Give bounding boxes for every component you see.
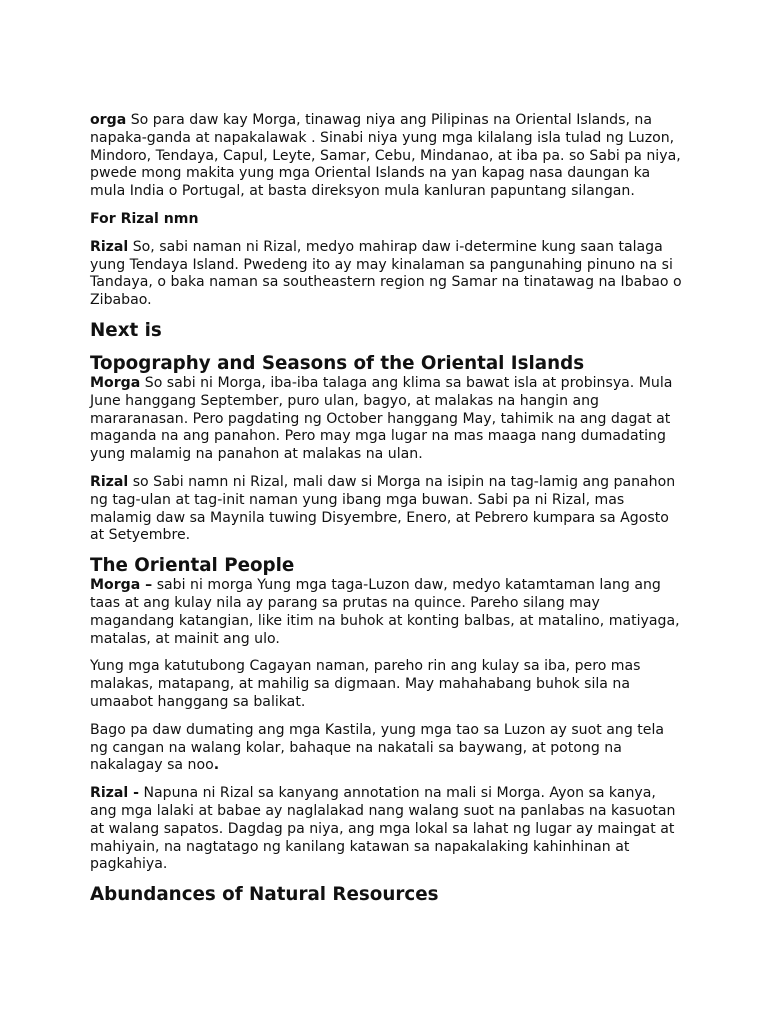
paragraph-cagayan-natives bbox=[90, 658, 685, 711]
paragraph-text: so Sabi namn ni Rizal, mali daw si Morga na isipin na tag-lamig ang panahon ng tag-ulan at tag-init naman yung ibang mga buwan. Sabi pa ni Rizal, mas malamig daw sa Maynila tuwing Disyembre, Enero, at Pebrero kumpara sa Agosto at Setyembre. bbox=[90, 473, 676, 544]
speaker-label: Morga – bbox=[90, 577, 153, 594]
paragraph-morga-oriental-islands bbox=[90, 112, 685, 201]
paragraph-text: sabi ni morga Yung mga taga-Luzon daw, medyo katamtaman lang ang taas at ang kulay nila ay parang sa prutas na quince. Pareho silang may magandang katangian, like itim na buhok at konting balbas, at matalino, matiyaga, matalas, at mainit ang ulo. bbox=[90, 577, 680, 647]
paragraph-rizal-climate bbox=[90, 474, 685, 545]
paragraph-text: So, sabi naman ni Rizal, medyo mahirap daw i-determine kung saan talaga yung Tendaya Island. Pwedeng ito ay may kinalaman sa pangunahing pinuno na si Tandaya, o baka naman sa southeastern region ng Samar na tinatawag na Ibabao o Zibabao. bbox=[90, 238, 682, 309]
document-page bbox=[90, 112, 685, 906]
heading-topography: Topography and Seasons of the Oriental Islands bbox=[90, 352, 585, 374]
paragraph-text: Yung mga katutubong Cagayan naman, pareho rin ang kulay sa iba, pero mas malakas, matapang, at mahilig sa digmaan. May mahahabang buhok sila na umaabot hanggang sa balikat. bbox=[90, 658, 641, 710]
heading-natural-resources: Abundances of Natural Resources bbox=[90, 884, 439, 906]
subheading-for-rizal bbox=[90, 211, 685, 229]
paragraph-morga-climate bbox=[90, 375, 685, 464]
speaker-label: Rizal - bbox=[90, 785, 139, 802]
bold-period: . bbox=[213, 757, 220, 774]
heading-oriental-people: The Oriental People bbox=[90, 555, 295, 577]
paragraph-rizal-annotation bbox=[90, 785, 685, 874]
paragraph-text: So sabi ni Morga, iba-iba talaga ang klima sa bawat isla at probinsya. Mula June hanggang September, puro ulan, bagyo, at malakas na hangin ang mararanasan. Pero pagdating ng October hanggang May, tahimik na ang dagat at maganda na ang panahon. Pero may mga lugar na mas maaga nang dumadating yung malamig na panahon at malakas na ulan. bbox=[90, 374, 673, 463]
paragraph-text: So para daw kay Morga, tinawag niya ang Pilipinas na Oriental Islands, na napaka-ganda at napakalawak . Sinabi niya yung mga kilalang isla tulad ng Luzon, Mindoro, Tendaya, Capul, Leyte, Samar, Cebu, Mindanao, at iba pa. so Sabi pa niya, pwede mong makita yung mga Oriental Islands na yan kapag nasa daungan ka mula India o Portugal, at basta direksyon mula kanluran papuntang silangan. bbox=[90, 112, 681, 200]
speaker-label: orga bbox=[90, 112, 127, 128]
paragraph-morga-luzon-people bbox=[90, 577, 685, 648]
paragraph-text: Bago pa daw dumating ang mga Kastila, yung mga tao sa Luzon ay suot ang tela ng cangan na walang kolar, bahaque na nakatali sa baywang, at potong na nakalagay sa noo bbox=[90, 721, 664, 774]
subheading-text: For Rizal nmn bbox=[90, 210, 199, 227]
paragraph-luzon-clothing bbox=[90, 722, 685, 775]
speaker-label: Rizal bbox=[90, 473, 129, 490]
speaker-label: Morga bbox=[90, 374, 141, 391]
speaker-label: Rizal bbox=[90, 238, 129, 255]
paragraph-rizal-tendaya bbox=[90, 239, 685, 310]
paragraph-text: Napuna ni Rizal sa kanyang annotation na mali si Morga. Ayon sa kanya, ang mga lalaki at babae ay naglalakad nang walang suot na panlabas na kasuotan at walang sapatos. Dagdag pa niya, ang mga lokal sa lahat ng lugar ay maingat at mahiyain, na nagtatago ng kanilang katawan sa napakalaking kahinhinan at pagkahiya. bbox=[90, 785, 676, 873]
heading-next-is: Next is bbox=[90, 319, 162, 341]
